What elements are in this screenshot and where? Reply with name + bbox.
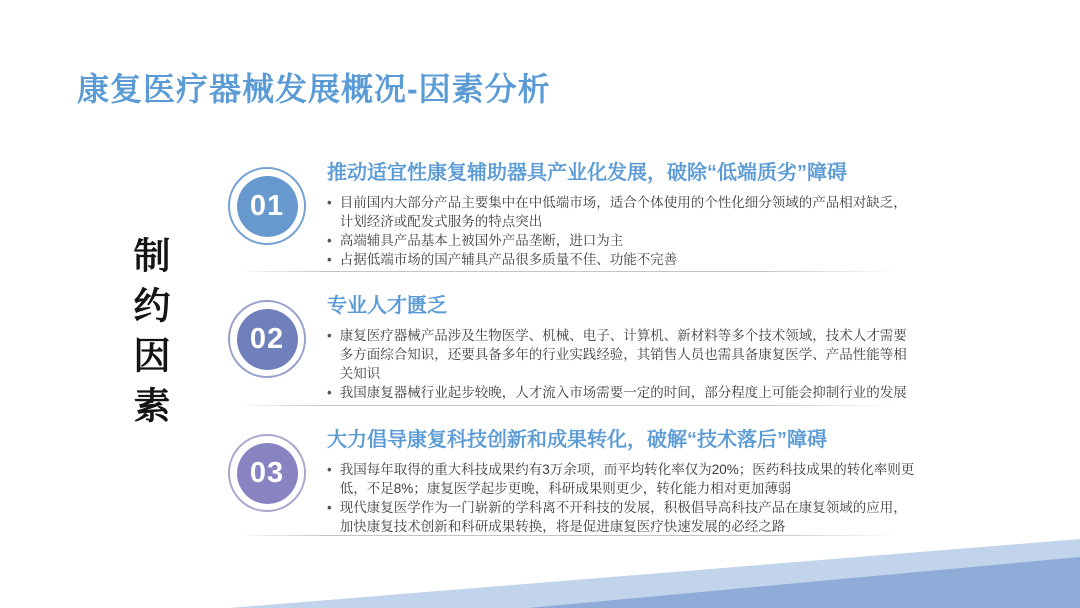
bullet-dot: • <box>327 252 332 267</box>
bullet-text: 我国每年取得的重大科技成果约有3万余项，而平均转化率仅为20%；医药科技成果的转化率则更低，不足8%；康复医学起步更晚，科研成果则更少，转化能力相对更加薄弱 <box>339 462 915 496</box>
bullet-dot: • <box>327 328 332 343</box>
section-heading: 专业人才匮乏 <box>327 295 447 317</box>
section-text-column <box>327 294 915 402</box>
bullet-dot: • <box>327 500 332 515</box>
section-text-column <box>327 161 915 269</box>
side-vertical-label: 制约因素 <box>128 236 169 436</box>
page-title: 康复医疗器械发展概况-因素分析 <box>77 71 551 107</box>
bullet-dot: • <box>327 195 332 210</box>
bullet-text: 我国康复器械行业起步较晚，人才流入市场需要一定的时间，部分程度上可能会抑制行业的发展 <box>339 385 907 400</box>
bullet-item <box>327 250 915 269</box>
bullet-item <box>327 383 915 402</box>
bullet-item <box>327 326 915 383</box>
number-badge-ring <box>228 300 306 378</box>
bullet-list <box>327 326 915 402</box>
badge-column <box>227 300 307 378</box>
section-divider <box>247 405 892 406</box>
bullet-list <box>327 460 915 536</box>
bullet-item <box>327 498 915 536</box>
bullet-dot: • <box>327 233 332 248</box>
bullet-list <box>327 193 915 269</box>
badge-column <box>227 167 307 245</box>
section-heading: 推动适宜性康复辅助器具产业化发展，破除“低端质劣”障碍 <box>327 162 847 184</box>
bullet-dot: • <box>327 462 332 477</box>
section-text-column <box>327 428 915 536</box>
medium-blue-triangle <box>528 557 1080 608</box>
bullet-text: 现代康复医学作为一门崭新的学科离不开科技的发展，积极倡导高科技产品在康复领域的应用，加快康复技术创新和科研成果转换，将是促进康复医疗快速发展的必经之路 <box>339 500 907 534</box>
badge-column <box>227 434 307 512</box>
bullet-text: 康复医疗器械产品涉及生物医学、机械、电子、计算机、新材料等多个技术领域，技术人才需要多方面综合知识，还要具备多年的行业实践经验，其销售人员也需具备康复医学、产品性能等相关知识 <box>339 328 907 381</box>
number-badge-02: 02 <box>237 309 298 370</box>
bullet-item <box>327 231 915 250</box>
section-constraint-3 <box>227 428 917 536</box>
bullet-item <box>327 460 915 498</box>
section-heading: 大力倡导康复科技创新和成果转化，破解“技术落后”障碍 <box>327 429 827 451</box>
number-badge-01: 01 <box>237 176 298 237</box>
section-constraint-2 <box>227 294 917 402</box>
bullet-text: 占据低端市场的国产辅具产品很多质量不佳、功能不完善 <box>339 252 678 267</box>
section-constraint-1 <box>227 161 917 269</box>
section-divider <box>247 271 892 272</box>
light-blue-triangle <box>229 539 1080 608</box>
bullet-text: 目前国内大部分产品主要集中在中低端市场，适合个体使用的个性化细分领域的产品相对缺乏，计划经济或配发式服务的特点突出 <box>339 195 907 229</box>
number-badge-ring <box>228 167 306 245</box>
bullet-item <box>327 193 915 231</box>
number-badge-03: 03 <box>237 443 298 504</box>
number-badge-ring <box>228 434 306 512</box>
section-divider <box>247 535 892 536</box>
bullet-text: 高端辅具产品基本上被国外产品垄断，进口为主 <box>339 233 624 248</box>
bullet-dot: • <box>327 385 332 400</box>
